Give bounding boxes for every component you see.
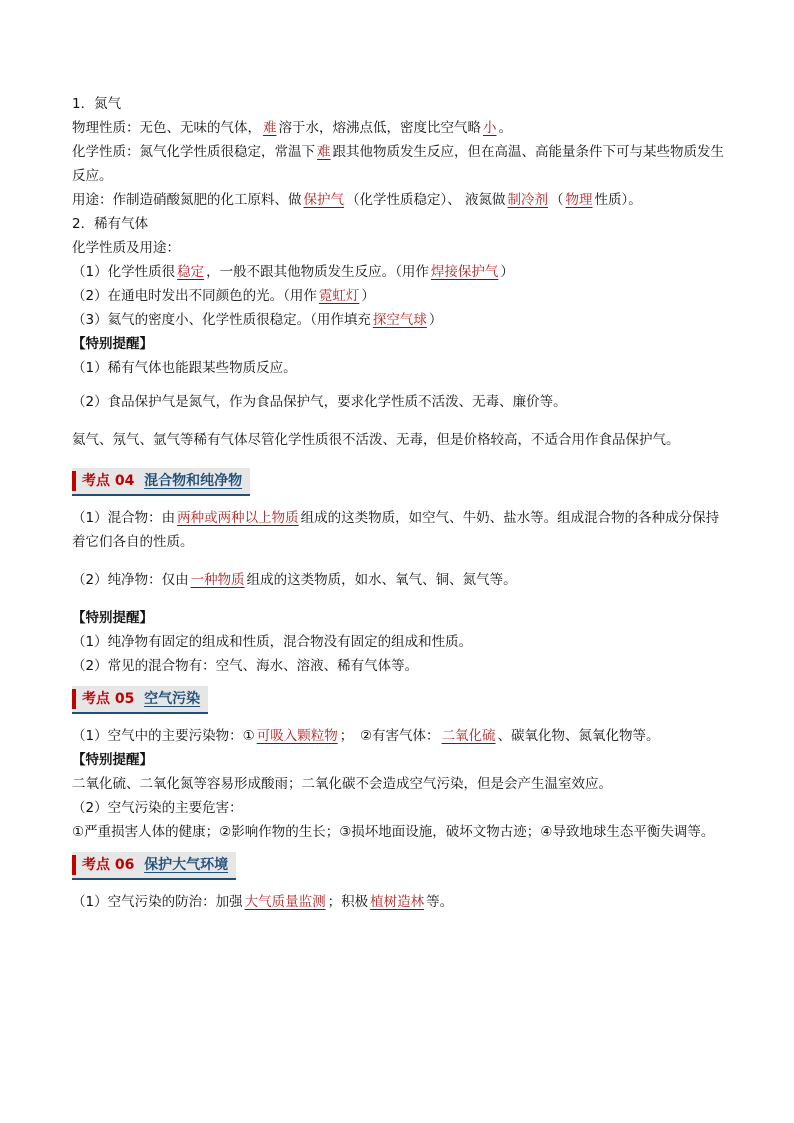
rare-gas-item-2: （2）在通电时发出不同颜色的光。（用作 霓虹灯 ） (72, 288, 375, 304)
blank-answer: 物理 (565, 192, 593, 208)
section-nitrogen-title: 1．氮气 (72, 96, 122, 112)
special-reminder-label: 【特别提醒】 (72, 610, 153, 626)
blank-answer: 霓虹灯 (318, 288, 360, 304)
blank-answer: 制冷剂 (507, 192, 549, 208)
section-heading-04: 考点 04 混合物和纯净物 (72, 468, 250, 494)
nitrogen-uses: 用途：作制造硝酸氮肥的化工原料、做 保护气 （化学性质稳定）、 液氮做 制冷剂 （ 物理 性质）。 (72, 192, 642, 208)
rare-gas-item-3: （3）氦气的密度小、化学性质很稳定。（用作填充 探空气球 ） (72, 312, 443, 328)
reminder-line: 氦气、氖气、氩气等稀有气体尽管化学性质很不活泼、无毒，但是价格较高，不适合用作食品保护气。 (72, 432, 680, 448)
blank-answer: 小 (483, 120, 497, 136)
main-pollutants: （1）空气中的主要污染物：① 可吸入颗粒物 ； ②有害气体： 二氧化硫 、碳氧化物、氮氧化物等。 (72, 728, 660, 744)
blank-answer: 植树造林 (370, 894, 425, 910)
reminder-line: （2）常见的混合物有：空气、海水、溶液、稀有气体等。 (72, 658, 419, 674)
reminder-line: 二氧化硫、二氧化氮等容易形成酸雨；二氧化碳不会造成空气污染，但是会产生温室效应。 (72, 776, 612, 792)
special-reminder-label: 【特别提醒】 (72, 752, 153, 768)
blank-answer: 大气质量监测 (244, 894, 326, 910)
blank-answer: 二氧化硫 (441, 728, 496, 744)
rare-gas-item-1: （1）化学性质很 稳定 ，一般不跟其他物质发生反应。（用作 焊接保护气 ） (72, 264, 514, 280)
reminder-line: （1）稀有气体也能跟某些物质反应。 (72, 360, 297, 376)
reminder-line: ①严重损害人体的健康；②影响作物的生长；③损坏地面设施，破坏文物古迹；④导致地球生态平衡失调等。 (72, 824, 715, 840)
section-heading-06: 考点 06 保护大气环境 (72, 852, 236, 878)
blank-answer: 可吸入颗粒物 (256, 728, 338, 744)
mixture-definition: （1）混合物：由 两种或两种以上物质 组成的这类物质，如空气、牛奶、盐水等。组成混合物的各种成分保持着它们各自的性质。 (72, 510, 720, 550)
rare-gas-intro: 化学性质及用途： (72, 240, 180, 256)
document-page (72, 92, 732, 914)
pollution-prevention: （1）空气污染的防治：加强 大气质量监测 ；积极 植树造林 等。 (72, 894, 454, 910)
blank-answer: 稳定 (177, 264, 205, 280)
blank-answer: 保护气 (303, 192, 344, 208)
blank-answer: 难 (317, 144, 331, 160)
section-rare-gas-title: 2．稀有气体 (72, 216, 149, 232)
blank-answer: 一种物质 (190, 572, 245, 588)
nitrogen-chemical-properties: 化学性质：氮气化学性质很稳定，常温下 难 跟其他物质发生反应，但在高温、高能量条件下可与某些物质发生反应。 (72, 144, 724, 184)
blank-answer: 难 (263, 120, 277, 136)
nitrogen-physical-properties: 物理性质：无色、无味的气体， 难 溶于水，熔沸点低，密度比空气略 小 。 (72, 120, 512, 136)
blank-answer: 两种或两种以上物质 (177, 510, 299, 526)
pure-substance-definition: （2）纯净物：仅由 一种物质 组成的这类物质，如水、氧气、铜、氮气等。 (72, 572, 517, 588)
blank-answer: 焊接保护气 (430, 264, 499, 280)
special-reminder-label: 【特别提醒】 (72, 336, 153, 352)
reminder-line: （2）食品保护气是氮气，作为食品保护气，要求化学性质不活泼、无毒、廉价等。 (72, 394, 567, 410)
blank-answer: 探空气球 (372, 312, 427, 328)
reminder-line: （1）纯净物有固定的组成和性质，混合物没有固定的组成和性质。 (72, 634, 473, 650)
section-heading-05: 考点 05 空气污染 (72, 686, 208, 712)
reminder-line: （2）空气污染的主要危害： (72, 800, 243, 816)
